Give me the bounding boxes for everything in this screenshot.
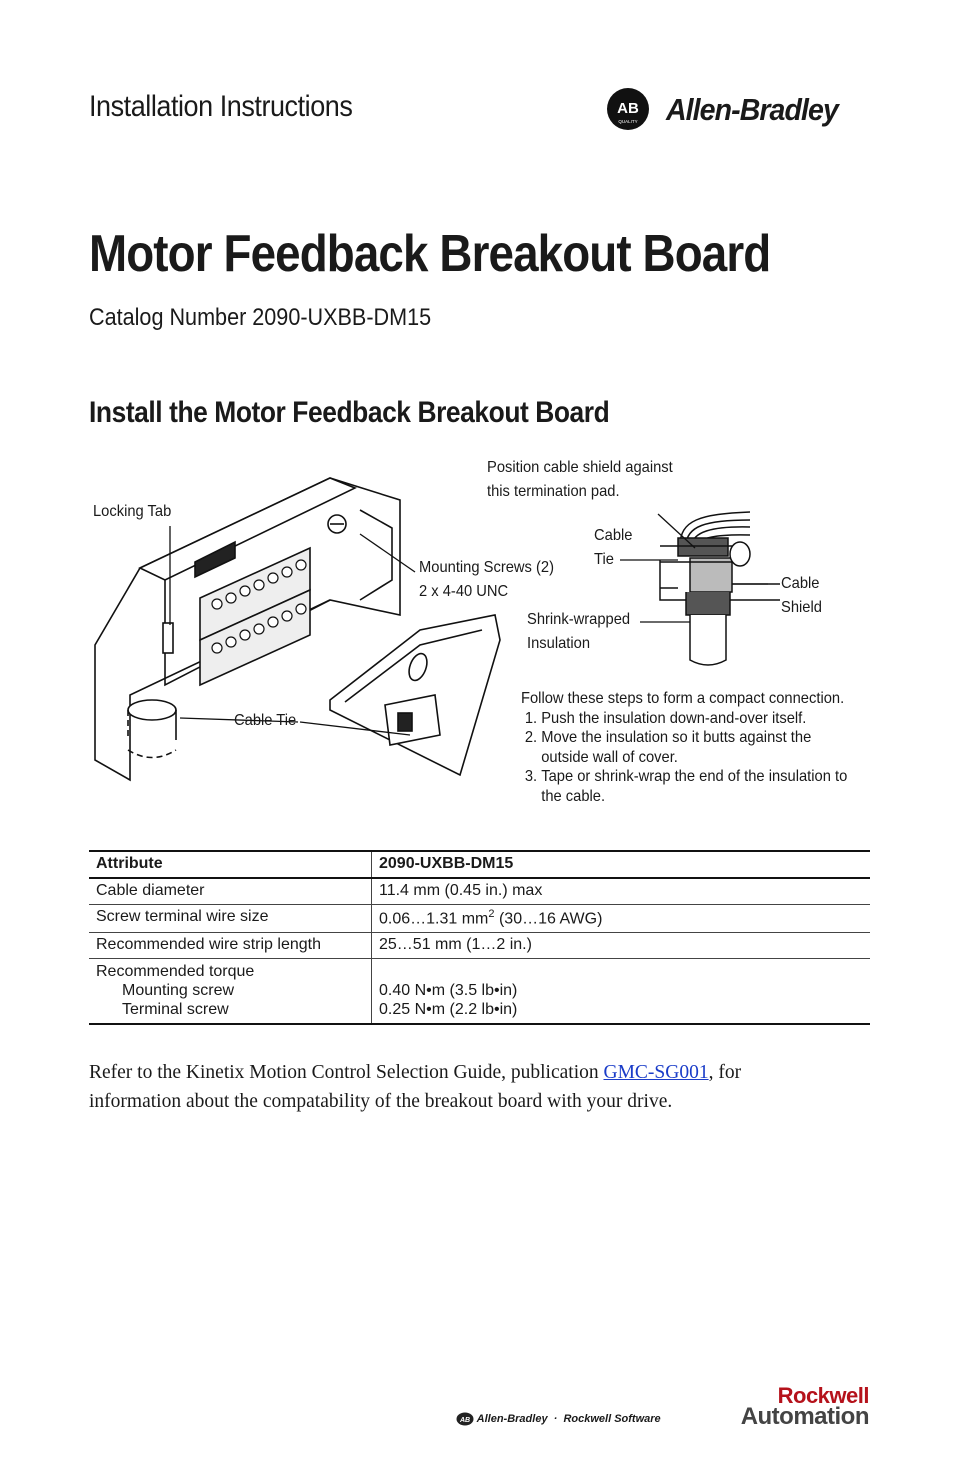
cell-value <box>372 905 871 933</box>
refer-text-after: , for information about the compatability of the breakout board with your drive. <box>89 1062 742 1112</box>
table-row <box>89 905 870 933</box>
rockwell-automation-logo <box>709 1383 869 1430</box>
ab-logo-icon <box>606 86 656 132</box>
ab-small-logo-icon <box>456 1412 474 1426</box>
cable-shield-label-1: Cable <box>781 575 820 592</box>
section-title: Install the Motor Feedback Breakout Board <box>89 396 610 429</box>
mounting-screws-label: Mounting Screws (2) <box>419 559 554 576</box>
header-catalog: 2090-UXBB-DM15 <box>372 851 871 878</box>
position-label-line1: Position cable shield against <box>487 459 673 476</box>
page-title: Motor Feedback Breakout Board <box>89 225 771 283</box>
step-item: 1. Push the insulation down-and-over itself. <box>541 709 861 729</box>
footer-brands <box>456 1412 661 1426</box>
terminal-screw-torque: 0.25 N•m (2.2 lb•in) <box>379 1001 518 1019</box>
cell-value: 11.4 mm (0.45 in.) max <box>372 878 871 905</box>
cell-value <box>372 959 871 1025</box>
catalog-number: Catalog Number 2090-UXBB-DM15 <box>89 304 432 331</box>
wire-size-awg: (30…16 AWG) <box>498 910 603 928</box>
cable-shield-diagram <box>620 500 800 670</box>
cell-value: 25…51 mm (1…2 in.) <box>372 933 871 959</box>
brand-name: Allen-Bradley <box>666 92 838 127</box>
header-attribute: Attribute <box>89 851 372 878</box>
publication-link[interactable]: GMC-SG001 <box>603 1062 709 1083</box>
document-type: Installation Instructions <box>89 90 353 123</box>
spec-table <box>89 850 870 1025</box>
mounting-screws-spec: 2 x 4-40 UNC <box>419 583 509 600</box>
shrink-label-1: Shrink-wrapped <box>527 611 631 628</box>
cable-tie-label-right-1: Cable <box>594 527 633 544</box>
wire-size-value: 0.06…1.31 mm <box>379 910 489 928</box>
ab-logo-sub: QUALITY <box>618 119 638 124</box>
ab-logo-letters: AB <box>617 100 639 117</box>
cable-tie-label-right-2: Tie <box>594 551 614 568</box>
footer-brand-text: Allen-Bradley · Rockwell Software <box>476 1412 661 1425</box>
reference-paragraph <box>89 1058 809 1116</box>
position-label-line2: this termination pad. <box>487 483 620 500</box>
connection-steps <box>521 689 861 806</box>
mounting-screw-torque: 0.40 N•m (3.5 lb•in) <box>379 982 518 1000</box>
cell-attribute: Screw terminal wire size <box>89 905 372 933</box>
shrink-label-2: Insulation <box>527 635 591 652</box>
automation-word: Automation <box>740 1403 869 1430</box>
cable-tie-label-left: Cable Tie <box>234 712 297 729</box>
brand-logo <box>606 86 868 132</box>
rockwell-word: Rockwell <box>777 1383 869 1408</box>
locking-tab-label: Locking Tab <box>93 503 172 520</box>
terminal-screw-label: Terminal screw <box>122 1001 229 1019</box>
step-item: 3. Tape or shrink-wrap the end of the insulation to the cable. <box>541 767 861 806</box>
wire-size-exponent: 2 <box>488 908 495 920</box>
step-item: 2. Move the insulation so it butts against the outside wall of cover. <box>541 728 861 767</box>
table-row <box>89 959 870 1025</box>
cable-shield-label-2: Shield <box>781 599 822 616</box>
table-header-row <box>89 851 870 878</box>
table-row <box>89 878 870 905</box>
cell-attribute <box>89 959 372 1025</box>
torque-label: Recommended torque <box>96 963 255 981</box>
refer-text-before: Refer to the Kinetix Motion Control Selection Guide, publication <box>89 1062 604 1083</box>
steps-intro: Follow these steps to form a compact connection. <box>521 690 845 707</box>
ab-small-logo-letters: AB <box>459 1417 471 1424</box>
mounting-screw-label: Mounting screw <box>122 982 235 1000</box>
cell-attribute: Cable diameter <box>89 878 372 905</box>
table-row <box>89 933 870 959</box>
cell-attribute: Recommended wire strip length <box>89 933 372 959</box>
